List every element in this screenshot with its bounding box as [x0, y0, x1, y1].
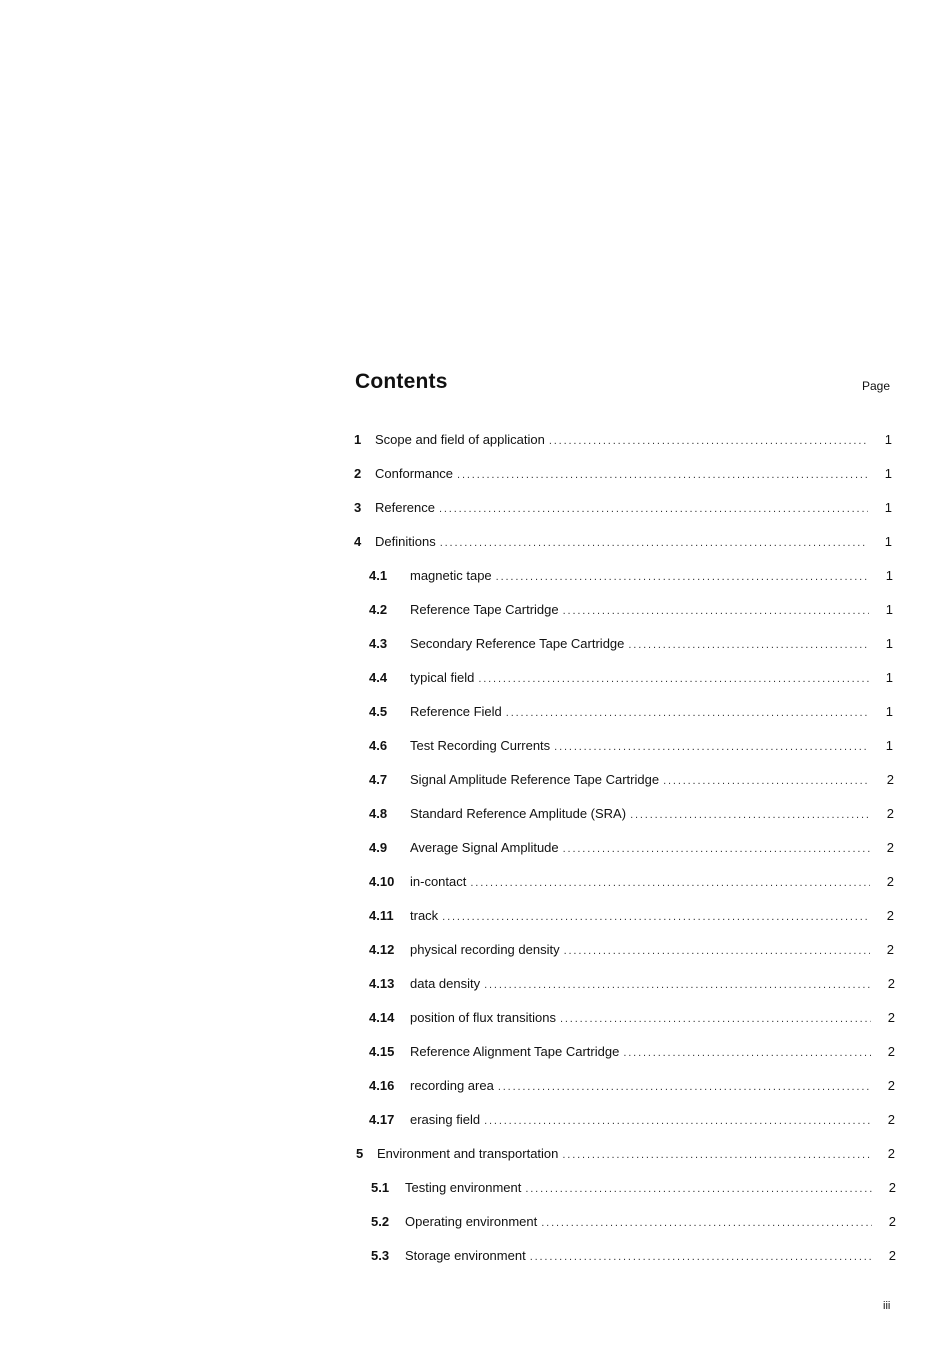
- toc-entry: [369, 634, 893, 654]
- toc-entry-label: Scope and field of application: [375, 432, 545, 447]
- toc-entry-page: 2: [887, 1044, 895, 1059]
- toc-entry-page: 2: [887, 1146, 895, 1161]
- toc-entry-number: 4: [354, 534, 362, 549]
- dot-leader: [564, 941, 870, 961]
- toc-entry-label: magnetic tape: [410, 568, 492, 583]
- dot-leader: [562, 1145, 871, 1165]
- dot-leader: [530, 1247, 872, 1267]
- toc-entry: [369, 1110, 895, 1130]
- toc-entry-page: 2: [887, 1010, 895, 1025]
- toc-entry-number: 4.2: [369, 602, 388, 617]
- dot-leader: [457, 465, 868, 485]
- toc-entry-page: 2: [887, 1078, 895, 1093]
- toc-entry-number: 5.3: [371, 1248, 390, 1263]
- toc-entry-page: 2: [886, 908, 894, 923]
- toc-entry-number: 4.13: [369, 976, 395, 991]
- dot-leader: [470, 873, 870, 893]
- dot-leader: [663, 771, 870, 791]
- toc-entry-label: Average Signal Amplitude: [410, 840, 559, 855]
- toc-entry: [369, 906, 894, 926]
- toc-entry-page: 1: [885, 704, 893, 719]
- toc-entry: [369, 940, 894, 960]
- toc-entry-number: 4.6: [369, 738, 388, 753]
- toc-entry-page: 2: [886, 806, 894, 821]
- toc-entry: [369, 702, 893, 722]
- toc-entry-label: Standard Reference Amplitude (SRA): [410, 806, 627, 821]
- toc-entry: [369, 668, 893, 688]
- toc-entry-page: 2: [886, 874, 894, 889]
- toc-entry-number: 2: [354, 466, 362, 481]
- toc-entry-number: 4.1: [369, 568, 388, 583]
- dot-leader: [630, 805, 870, 825]
- toc-entry-label: position of flux transitions: [410, 1010, 556, 1025]
- toc-entry-label: Definitions: [375, 534, 436, 549]
- toc-entry-page: 2: [887, 976, 895, 991]
- toc-entry-number: 4.15: [369, 1044, 395, 1059]
- toc-entry-label: Reference Field: [410, 704, 502, 719]
- toc-entry: [354, 532, 892, 552]
- toc-entry-number: 4.16: [369, 1078, 395, 1093]
- toc-entry: [354, 430, 892, 450]
- toc-entry-label: Reference Alignment Tape Cartridge: [410, 1044, 620, 1059]
- toc-entry-page: 2: [886, 840, 894, 855]
- toc-entry-page: 1: [885, 636, 893, 651]
- dot-leader: [560, 1009, 871, 1029]
- toc-entry-label: recording area: [410, 1078, 494, 1093]
- toc-entry: [371, 1246, 896, 1266]
- toc-entry: [369, 600, 893, 620]
- toc-entry-label: Reference: [375, 500, 435, 515]
- toc-entry-label: Signal Amplitude Reference Tape Cartridge: [410, 772, 660, 787]
- page-column-label: Page: [861, 379, 890, 393]
- dot-leader: [439, 499, 868, 519]
- toc-entry-label: Operating environment: [405, 1214, 538, 1229]
- toc-entry-label: Reference Tape Cartridge: [410, 602, 559, 617]
- toc-entry-page: 1: [885, 738, 893, 753]
- dot-leader: [506, 703, 869, 723]
- toc-entry: [354, 464, 892, 484]
- toc-entry-number: 5.1: [371, 1180, 390, 1195]
- toc-entry: [369, 838, 894, 858]
- toc-entry-number: 4.10: [369, 874, 395, 889]
- dot-leader: [484, 975, 871, 995]
- toc-entry-page: 2: [888, 1248, 896, 1263]
- toc-entry-number: 4.4: [369, 670, 388, 685]
- toc-entry: [369, 1008, 895, 1028]
- dot-leader: [498, 1077, 871, 1097]
- toc-entry-number: 4.11: [369, 908, 394, 923]
- toc-entry-label: track: [410, 908, 439, 923]
- toc-entry-page: 2: [886, 772, 894, 787]
- toc-entry: [369, 804, 894, 824]
- toc-entry-page: 2: [887, 1112, 895, 1127]
- dot-leader: [496, 567, 869, 587]
- toc-entry: [369, 974, 895, 994]
- toc-entry-number: 4.8: [369, 806, 388, 821]
- toc-entry-number: 4.3: [369, 636, 388, 651]
- toc-entry-label: Secondary Reference Tape Cartridge: [410, 636, 625, 651]
- toc-entry-page: 2: [888, 1180, 896, 1195]
- dot-leader: [525, 1179, 872, 1199]
- dot-leader: [628, 635, 869, 655]
- toc-entry-page: 1: [885, 670, 893, 685]
- toc-entry-number: 4.7: [369, 772, 388, 787]
- toc-entry-page: 1: [884, 534, 892, 549]
- toc-entry-number: 4.9: [369, 840, 388, 855]
- toc-entry-page: 1: [884, 500, 892, 515]
- dot-leader: [541, 1213, 872, 1233]
- toc-entry-label: physical recording density: [410, 942, 560, 957]
- toc-entry: [354, 498, 892, 518]
- page-number: iii: [883, 1300, 891, 1312]
- toc-entry-page: 1: [885, 602, 893, 617]
- toc-entry: [371, 1178, 896, 1198]
- dot-leader: [563, 601, 869, 621]
- toc-entry-label: Conformance: [375, 466, 454, 481]
- toc-entry-label: Testing environment: [405, 1180, 522, 1195]
- dot-leader: [484, 1111, 871, 1131]
- page-title: Contents: [355, 370, 448, 393]
- toc-entry: [369, 566, 893, 586]
- dot-leader: [442, 907, 870, 927]
- toc-entry-label: data density: [410, 976, 481, 991]
- toc-entry: [371, 1212, 896, 1232]
- dot-leader: [563, 839, 870, 859]
- toc-entry-number: 5.2: [371, 1214, 390, 1229]
- dot-leader: [549, 431, 868, 451]
- dot-leader: [478, 669, 869, 689]
- toc-entry-number: 4.5: [369, 704, 388, 719]
- dot-leader: [623, 1043, 871, 1063]
- toc-entry: [369, 872, 894, 892]
- toc-entry-page: 1: [885, 568, 893, 583]
- toc-entry-number: 5: [356, 1146, 364, 1161]
- toc-entry-label: in-contact: [410, 874, 467, 889]
- toc-entry-number: 4.14: [369, 1010, 395, 1025]
- toc-entry-label: erasing field: [410, 1112, 481, 1127]
- toc-entry-number: 4.17: [369, 1112, 395, 1127]
- toc-entry: [369, 1042, 895, 1062]
- dot-leader: [554, 737, 869, 757]
- dot-leader: [440, 533, 868, 553]
- toc-entry-page: 1: [884, 466, 892, 481]
- toc-entry: [369, 770, 894, 790]
- toc-entry-page: 2: [886, 942, 894, 957]
- toc-entry-page: 1: [884, 432, 892, 447]
- toc-entry: [369, 1076, 895, 1096]
- toc-entry-label: Environment and transportation: [377, 1146, 559, 1161]
- toc-entry-page: 2: [888, 1214, 896, 1229]
- toc-entry-number: 1: [354, 432, 362, 447]
- toc-entry-number: 3: [354, 500, 362, 515]
- toc-entry-label: Test Recording Currents: [410, 738, 551, 753]
- toc-entry: [356, 1144, 895, 1164]
- toc-entry: [369, 736, 893, 756]
- toc-entry-label: typical field: [410, 670, 475, 685]
- toc-entry-label: Storage environment: [405, 1248, 526, 1263]
- toc-entry-number: 4.12: [369, 942, 395, 957]
